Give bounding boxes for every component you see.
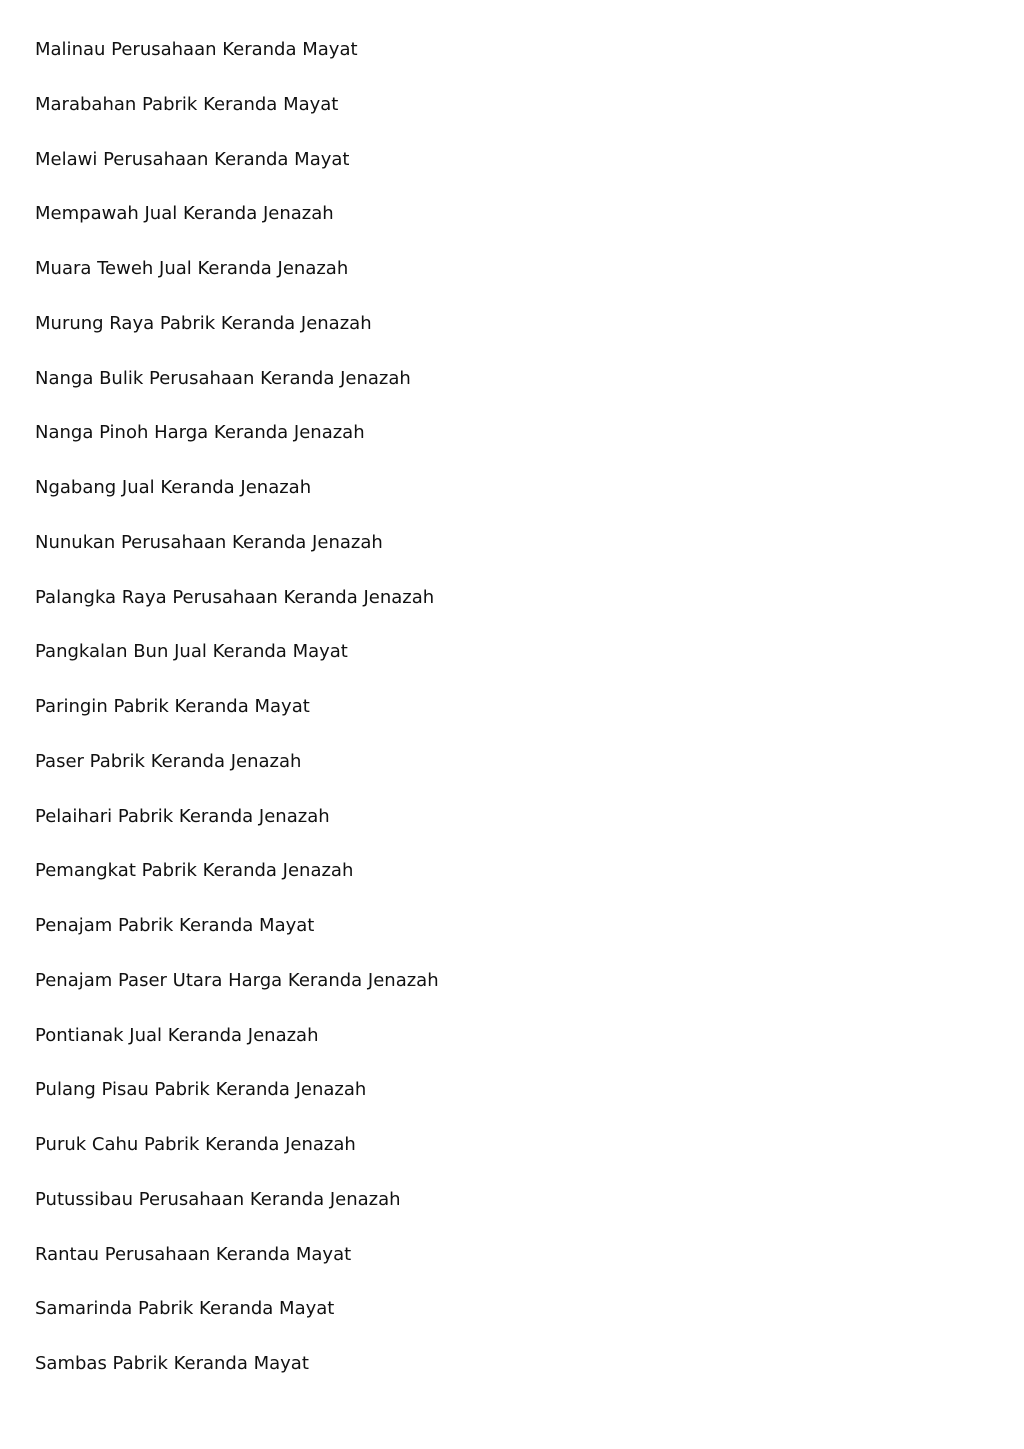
text-line: Nanga Bulik Perusahaan Keranda Jenazah [35, 367, 411, 389]
text-line: Samarinda Pabrik Keranda Mayat [35, 1298, 335, 1320]
text-line: Penajam Pabrik Keranda Mayat [35, 915, 315, 936]
text-line: Mempawah Jual Keranda Jenazah [35, 203, 334, 225]
text-line: Sambas Pabrik Keranda Mayat [35, 1353, 309, 1374]
text-line: Paser Pabrik Keranda Jenazah [35, 750, 302, 772]
text-line: Pontianak Jual Keranda Jenazah [35, 1024, 319, 1046]
text-line: Pangkalan Bun Jual Keranda Mayat [35, 641, 348, 663]
text-line: Ngabang Jual Keranda Jenazah [35, 477, 312, 498]
text-line: Penajam Paser Utara Harga Keranda Jenazah [35, 969, 439, 991]
text-line: Melawi Perusahaan Keranda Mayat [35, 148, 350, 170]
text-line-list [35, 36, 439, 1405]
text-line: Pulang Pisau Pabrik Keranda Jenazah [35, 1079, 367, 1101]
text-line: Paringin Pabrik Keranda Mayat [35, 696, 310, 717]
text-line: Nanga Pinoh Harga Keranda Jenazah [35, 422, 365, 444]
text-line: Palangka Raya Perusahaan Keranda Jenazah [35, 586, 435, 608]
text-line: Marabahan Pabrik Keranda Mayat [35, 93, 339, 115]
text-line: Puruk Cahu Pabrik Keranda Jenazah [35, 1134, 356, 1155]
text-line: Pemangkat Pabrik Keranda Jenazah [35, 860, 354, 882]
text-line: Nunukan Perusahaan Keranda Jenazah [35, 531, 383, 553]
text-line: Rantau Perusahaan Keranda Mayat [35, 1243, 352, 1265]
text-line: Putussibau Perusahaan Keranda Jenazah [35, 1188, 401, 1210]
text-line: Malinau Perusahaan Keranda Mayat [35, 39, 358, 60]
text-line: Muara Teweh Jual Keranda Jenazah [35, 258, 349, 279]
text-line: Murung Raya Pabrik Keranda Jenazah [35, 312, 372, 334]
text-line: Pelaihari Pabrik Keranda Jenazah [35, 805, 330, 827]
